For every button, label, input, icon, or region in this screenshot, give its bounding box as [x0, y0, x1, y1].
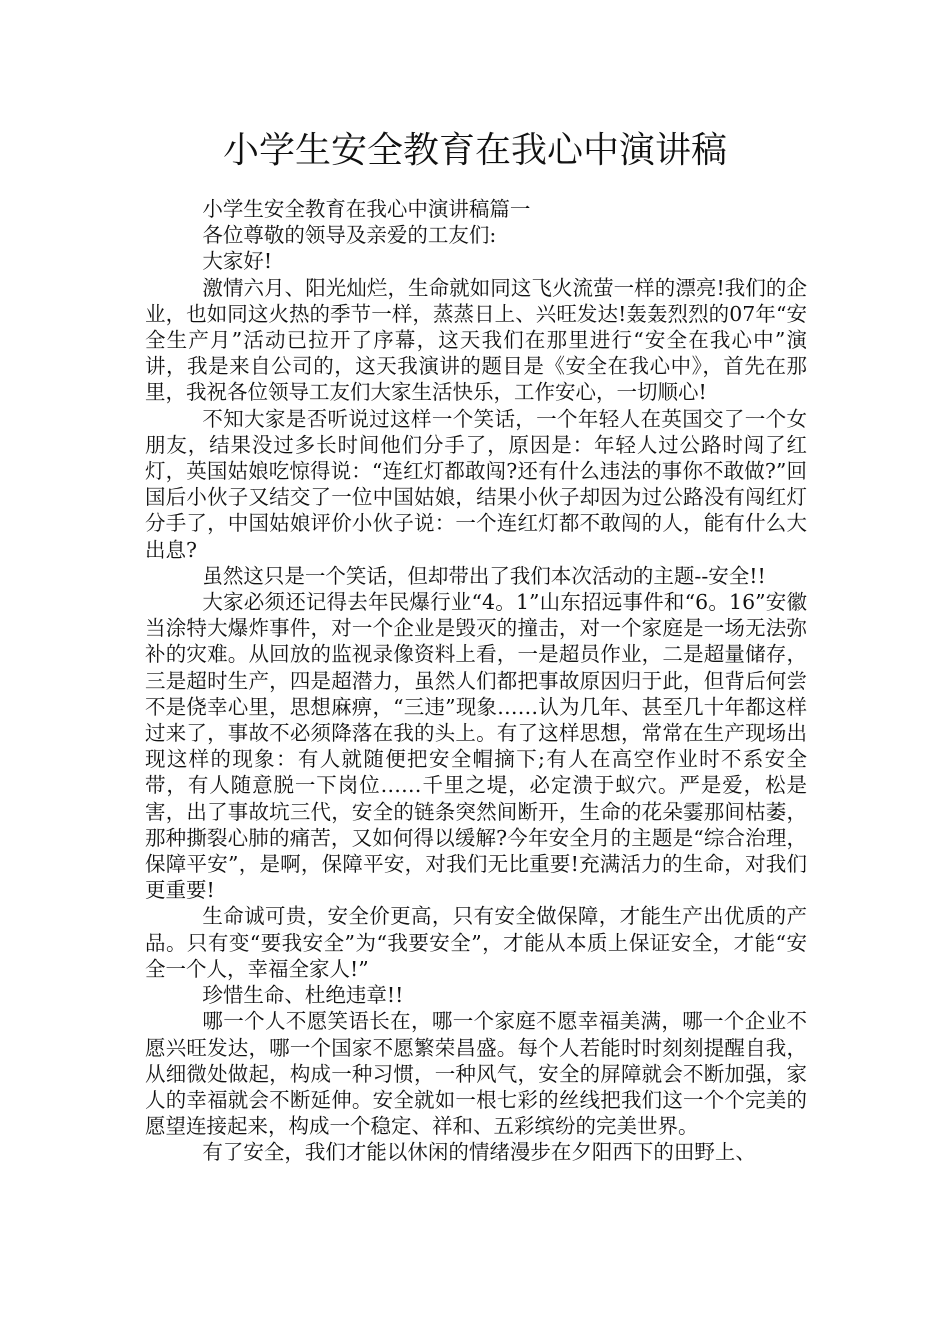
paragraph: 大家必须还记得去年民爆行业“4。1”山东招远事件和“6。16”安徽当涂特大爆炸事件，对一个企业是毁灭的撞击，对一个家庭是一场无法弥补的灾难。从回放的监视录像资料上看，一是超员作业，二是超量储存，三是超时生产，四是超潜力，虽然人们都把事故原因归于此，但背后何尝不是侥幸心里，思想麻痹，“三违”现象……认为几年、甚至几十年都这样过来了，事故不必须降落在我的头上。有了这样思想，常常在生产现场出现这样的现象：有人就随便把安全帽摘下;有人在高空作业时不系安全带，有人随意脱一下岗位……千里之堤，必定溃于蚁穴。严是爱，松是害，出了事故坑三代，安全的链条突然间断开，生命的花朵霎那间枯萎，那种撕裂心肺的痛苦，又如何得以缓解?今年安全月的主题是“综合治理，保障平安”，是啊，保障平安，对我们无比重要!充满活力的生命，对我们更重要!: [145, 590, 807, 903]
paragraph: 生命诚可贵，安全价更高，只有安全做保障，才能生产出优质的产品。只有变“要我安全”为“我要安全”，才能从本质上保证安全，才能“安全一个人，幸福全家人!”: [145, 904, 807, 981]
paragraph: 不知大家是否听说过这样一个笑话，一个年轻人在英国交了一个女朋友，结果没过多长时间他们分手了，原因是：年轻人过公路时闯了红灯，英国姑娘吃惊得说：“连红灯都敢闯?还有什么违法的事你不敢做?”回国后小伙子又结交了一位中国姑娘，结果小伙子却因为过公路没有闯红灯分手了，中国姑娘评价小伙子说：一个连红灯都不敢闯的人，能有什么大出息?: [145, 406, 807, 562]
document-body: [145, 196, 807, 1166]
paragraph: 哪一个人不愿笑语长在，哪一个家庭不愿幸福美满，哪一个企业不愿兴旺发达，哪一个国家不愿繁荣昌盛。每个人若能时时刻刻提醒自我，从细微处做起，构成一种习惯，一种风气，安全的屏障就会不断加强，家人的幸福就会不断延伸。安全就如一根七彩的丝线把我们这一个个完美的愿望连接起来，构成一个稳定、祥和、五彩缤纷的完美世界。: [145, 1009, 807, 1139]
paragraph: 珍惜生命、杜绝违章!!: [202, 983, 404, 1008]
paragraph: 虽然这只是一个笑话，但却带出了我们本次活动的主题--安全!!: [202, 563, 766, 588]
paragraph-salutation: 各位尊敬的领导及亲爱的工友们:: [202, 223, 497, 248]
paragraph-subtitle: 小学生安全教育在我心中演讲稿篇一: [202, 197, 531, 221]
paragraph: 激情六月、阳光灿烂，生命就如同这飞火流萤一样的漂亮!我们的企业，也如同这火热的季节一样，蒸蒸日上、兴旺发达!轰轰烈烈的07年“安全生产月”活动已拉开了序幕，这天我们在那里进行“安全在我心中”演讲，我是来自公司的，这天我演讲的题目是《安全在我心中》，首先在那里，我祝各位领导工友们大家生活快乐，工作安心，一切顺心!: [145, 275, 807, 405]
document-title: 小学生安全教育在我心中演讲稿: [222, 130, 727, 171]
paragraph: 有了安全，我们才能以休闲的情绪漫步在夕阳西下的田野上、: [202, 1140, 756, 1165]
paragraph-greeting: 大家好!: [202, 249, 273, 274]
